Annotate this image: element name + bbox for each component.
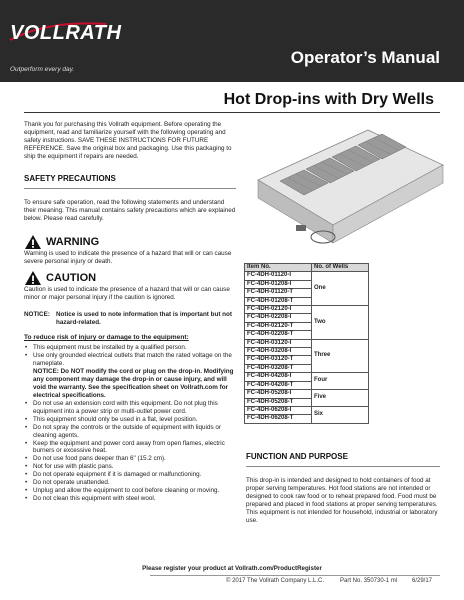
title-divider	[24, 112, 440, 113]
warning-label: WARNING	[46, 236, 100, 248]
table-row: FC-4DH-01120-I One	[245, 272, 369, 280]
header-bar	[0, 0, 464, 82]
table-row: FC-4DH-03120-T	[245, 356, 369, 364]
table-row: FC-4DH-06208-I Six	[245, 406, 369, 414]
tagline: Outperform every day.	[10, 66, 75, 73]
warning-text: Warning is used to indicate the presence of a hazard that will or can cause severe personal injury or death.	[24, 250, 232, 265]
inner-notice: NOTICE: Do NOT modify the cord or plug on the drop-in. Modifying any component may damage the drop-in or cause injury, and will void the warranty. See the specification sheet on Vollrath.com for electrical specifications.	[33, 368, 234, 399]
manual-title: Operator’s Manual	[290, 48, 440, 67]
bullet-item: • This equipment must be installed by a qualified person.	[24, 344, 236, 352]
bullet-item: • Keep the equipment and power cord away from open flames, electric burners or excessive heat.	[24, 440, 236, 456]
bullet-item: • Do not clean this equipment with steel wool.	[24, 495, 236, 503]
table-row: FC-4DH-03208-I	[245, 348, 369, 356]
safety-bullets-a	[24, 344, 236, 368]
table-row: FC-4DH-02120-T	[245, 322, 369, 330]
table-row: FC-4DH-01208-T	[245, 297, 369, 305]
table-row: FC-4DH-02120-I Two	[245, 306, 369, 314]
bullet-item: • Use only grounded electrical outlets that match the rated voltage on the nameplate.	[24, 352, 236, 368]
col-header-item: Item No.	[245, 264, 312, 272]
table-row: FC-4DH-02208-T	[245, 331, 369, 339]
table-row: FC-4DH-06208-T	[245, 415, 369, 423]
table-row: FC-4DH-01208-I	[245, 280, 369, 288]
col-header-wells: No. of Wells	[312, 264, 369, 272]
safety-intro: To ensure safe operation, read the following statements and understand their meaning. This manual contains safety precautions which are explained below. Please read carefully.	[24, 199, 236, 222]
table-row: FC-4DH-03208-T	[245, 364, 369, 372]
warning-triangle-icon	[24, 234, 42, 250]
safety-bullets-b	[24, 400, 236, 503]
part-number: Part No. 350730-1 ml	[340, 578, 398, 584]
caution-triangle-icon	[24, 270, 42, 286]
safety-heading: SAFETY PRECAUTIONS	[24, 174, 116, 183]
bullet-item: • Do not spray the controls or the outside of equipment with liquids or cleaning agents.	[24, 424, 236, 440]
bullet-item: • Do not use food pans deeper than 6" (15.2 cm).	[24, 455, 236, 463]
table-row: FC-4DH-02208-I	[245, 314, 369, 322]
register-notice: Please register your product at Vollrath.com/ProductRegister	[142, 565, 322, 572]
notice-label: NOTICE:	[24, 311, 50, 318]
bullet-item: • Do not use an extension cord with this equipment. Do not plug this equipment into a power strip or multi-outlet power cord.	[24, 400, 236, 416]
revision-date: 6/29/17	[412, 578, 433, 584]
table-row: FC-4DH-01120-T	[245, 289, 369, 297]
table-row: FC-4DH-05208-I Five	[245, 390, 369, 398]
table-row: FC-4DH-04208-T	[245, 381, 369, 389]
bullet-item: • This equipment should only be used in a flat, level position.	[24, 416, 236, 424]
safety-divider	[24, 188, 236, 189]
table-row: FC-4DH-03120-I Three	[245, 339, 369, 347]
function-divider	[246, 466, 440, 467]
footer-divider	[150, 575, 440, 576]
table-row: FC-4DH-04208-I Four	[245, 373, 369, 381]
bullet-item: • Unplug and allow the equipment to cool before cleaning or moving.	[24, 487, 236, 495]
function-heading: FUNCTION AND PURPOSE	[246, 452, 348, 461]
reduce-risk-heading: To reduce risk of injury or damage to the equipment:	[24, 334, 189, 341]
bullet-item: • Do not operate equipment if it is damaged or malfunctioning.	[24, 471, 236, 479]
models-table	[244, 263, 369, 424]
table-row: FC-4DH-05208-T	[245, 398, 369, 406]
bullet-item: • Do not operate unattended.	[24, 479, 236, 487]
document-title: Hot Drop-ins with Dry Wells	[223, 91, 434, 108]
notice-text: Notice is used to note information that is important but not hazard-related.	[56, 311, 232, 326]
caution-label: CAUTION	[46, 272, 97, 284]
copyright: © 2017 The Vollrath Company L.L.C.	[226, 578, 325, 584]
caution-text: Caution is used to indicate the presence of a hazard that will or can cause minor or major personal injury if the caution is ignored.	[24, 286, 230, 301]
bullet-item: • Not for use with plastic pans.	[24, 463, 236, 471]
logo: VOLLRATH	[10, 22, 122, 44]
function-text: This drop-in is intended and designed to hold containers of food at proper serving temperatures. Hot food stations are not intended or designed to cook raw food or to reheat prepared food. Food must be prepared and placed in food stations at proper serving temperatures. This equipment is not intended for household, industrial or laboratory use.	[246, 477, 438, 524]
intro-paragraph: Thank you for purchasing this Vollrath equipment. Before operating the equipment, read and familiarize yourself with the following operating and safety instructions. SAVE THESE INSTRUCTIONS FOR FUTURE REFERENCE. Save the original box and packaging. Use this packaging to ship the equipment if repairs are needed.	[24, 121, 232, 160]
drop-in-product-image	[248, 125, 448, 250]
